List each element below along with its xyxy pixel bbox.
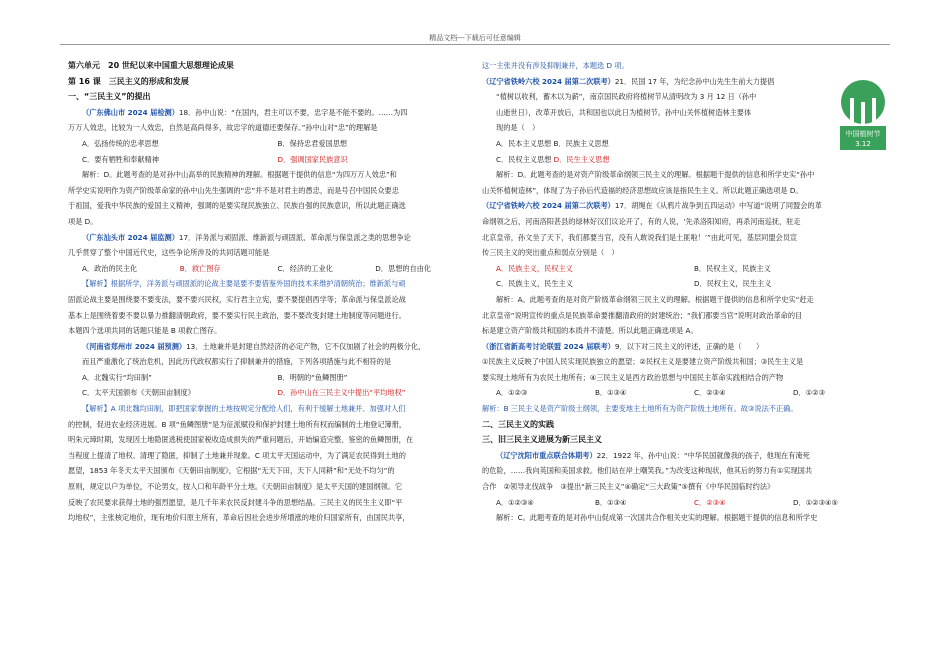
analysis-text: 反映了农民要求获得土地的强烈愿望，是几千年来农民反封建斗争的思想结晶。三民主义的民生主义即“平 (68, 497, 403, 507)
options-row (68, 261, 473, 277)
question-21: （辽宁省铁岭六校 2024 届第二次联考）21．民国 17 年，为纪念孙中山先生生前大力提倡 (482, 76, 775, 86)
analysis-text: 解析：D。此题考查的是对孙中山高举的民族精神的理解。根据题干提供的信息“为四万万人效忠”和 (82, 170, 397, 180)
question-text: 万万人效忠，比较为一人效忠，自然是高尚得多，故忠字的道德还要保存。”孙中山对“忠”的理解是 (68, 123, 378, 133)
options-row (68, 152, 473, 168)
option-a: A．政治的民主化 (82, 263, 138, 273)
option-a: A．①②③④ (496, 497, 534, 507)
analysis-continuation: 这一主张并没有涉及抑制兼并，本题选 D 项。 (482, 61, 629, 70)
question-13: （河南省郑州市 2024 届预测）13．土地兼并是封建自然经济的必定产物，它不仅加剧了社会的两极分化， (82, 341, 426, 351)
page-header: 精品文档---下载后可任意编辑 (429, 34, 521, 42)
analysis-text: 山关怀植树造林”，体现了为子孙后代造福的经济思想故应该是指民生主义。所以此题正确选项是 D。 (482, 185, 803, 195)
analysis-text: 所学史实说明作为资产阶级革命家的孙中山先生强调的“忠”并不是对君主的愚忠，而是号召中国民众要忠 (68, 185, 399, 195)
question-text: ①民族主义反映了中国人民实现民族独立的愿望；②民权主义是要建立资产阶级共和国；③民生主义是 (482, 357, 804, 367)
logo-title: 中国植树节 (845, 130, 881, 138)
question-source: （河南省郑州市 2024 届预测） (82, 341, 187, 351)
analysis-text: 解析：C。此题考查的是对孙中山促成第一次国共合作相关史实的理解。根据题干提供的信息和所学史 (496, 513, 818, 523)
option-cd: C．民权主义思想 D．民生主义思想 (496, 154, 610, 164)
option-d: D．强调国家民族意识 (277, 154, 348, 164)
analysis-text: 原则，规定以户为单位，不论男女，按人口和年龄平分土地。《天朝田亩制度》是太平天国的建国纲领。它 (68, 482, 403, 492)
analysis-text: 固派论战主要是围绕要不要变法，要不要兴民权，实行君主立宪，要不要提倡西学等；革命派与保皇派论战 (68, 294, 406, 304)
question-source: （广东汕头市 2024 届监测） (82, 232, 179, 242)
options-row (482, 276, 892, 292)
options-row (482, 495, 892, 511)
options-row (482, 385, 892, 401)
question-17b: （辽宁省铁岭六校 2024 届第二次联考）17．胡绳在《从鸦片战争到五四运动》中写道“说明了同盟会的革 (482, 201, 822, 211)
unit-title: 第六单元 20 世纪以来中国重大思想理论成果 (68, 61, 234, 70)
question-text: 几乎贯穿了整个中国近代史，这些争论所涉及的共同话题可能是 (68, 248, 270, 258)
option-a: A．弘扬传统的忠孝思想 (82, 138, 159, 148)
question-source: （广东佛山市 2024 届检测） (82, 107, 179, 117)
header-rule (60, 44, 890, 45)
option-a: A．①②③ (496, 388, 528, 398)
analysis-text: 本题四个选项共同的话题只能是 B 项救亡图存。 (68, 326, 222, 336)
options-row (482, 261, 892, 277)
question-text: “植树以收利，蓄木以为薪”，南京国民政府将植树节从清明改为 3 月 12 日（孙中 (496, 92, 757, 102)
section-heading-2: 二、三民主义的实践 (482, 419, 554, 429)
option-c: C．经济的工业化 (277, 263, 333, 273)
section-heading-3: 三、旧三民主义进展为新三民主义 (482, 435, 602, 445)
question-source: （辽宁省铁岭六校 2024 届第二次联考） (482, 201, 615, 211)
analysis-text: 均地权”，主张核定地价，现有地价归原主所有，革命后因社会进步所增涨的地价归国家所有，由国民共享， (68, 513, 410, 523)
analysis-text: 解析：A。此题考查的是对资产阶级革命纲领三民主义的理解。根据题干提供的信息和所学史实“赶走 (496, 294, 814, 304)
question-text: 要实现土地所有为农民土地所有；④三民主义是西方政治思想与中国民主革命实践相结合的产物 (482, 372, 784, 382)
tree-branch-icon (872, 98, 876, 122)
question-text: 现的是（ ） (496, 123, 540, 133)
question-source: （辽宁沈阳市重点联合体期考） (496, 450, 597, 460)
analysis-text: 当程度上提清了地权、清理了隐匿，抑制了土地兼并现象。C 项太平天国运动中，为了满足农民得到土地的 (68, 450, 406, 460)
analysis-text: 于祖国，爱我中华民族的爱国主义精神，强调的是要实现民族独立、民族自强的民族意识，所以此题正确选 (68, 201, 406, 211)
option-c: C．②③④ (694, 388, 726, 398)
question-source: （浙江省新高考讨论联盟 2024 届联考） (482, 341, 615, 351)
option-d: D．①②③④⑤ (793, 497, 838, 507)
option-d: D．民权主义，民生主义 (694, 279, 772, 289)
question-22: （辽宁沈阳市重点联合体期考）22．1922 年，孙中山说：“中华民国就像我的孩子，他现在有淹死 (496, 450, 810, 460)
analysis-text: 明朱元璋时期，发现因土地隐匿逃税使国家税收造成损失的严重问题后，开始编造完整、鉴密的鱼鳞图册，在 (68, 435, 414, 445)
question-text: 传三民主义的突出重点和弱点分别是（ ） (482, 248, 619, 258)
option-b: B．明朝的“鱼鳞图册” (277, 372, 348, 382)
options-row (68, 385, 473, 401)
analysis-text: 愿望，1853 年冬天太平天国颁布《天朝田亩制度》，它根据“无天下田，天下人同耕”和“无处不均匀”的 (68, 466, 395, 476)
option-b: B．①③④ (595, 497, 627, 507)
question-text: 合作 ②领导北伐战争 ③提出“新三民主义”④确定“三大政策”⑤撰有《中华民国临时约法》 (482, 482, 775, 492)
option-d: D．①②③ (793, 388, 826, 398)
analysis-text: 的控制，促进农业经济进展。B 项“鱼鳞图册”是为征派赋役和保护封建土地所有权而编制的土地登记簿册， (68, 419, 407, 429)
question-18: （广东佛山市 2024 届检测）18．孙中山说：“在国内，君主可以不要，忠字是不能不要的。……为四 (82, 107, 408, 117)
lesson-title: 第 16 课 三民主义的形成和发展 (68, 76, 189, 86)
question-9: （浙江省新高考讨论联盟 2024 届联考）9．以下对三民主义的评述，正确的是（ ） (482, 341, 764, 351)
option-d: D．思想的自由化 (375, 263, 432, 273)
analysis-text: 解析：B 三民主义是资产阶级土纲领，主要变地主土地所有为资产阶级土地所有。故③说法不正确。 (482, 404, 798, 414)
analysis-text: 北京皇帝”说明宣传的重点是民族革命要推翻清政府的封建统治；“我们都要当官”说明对政治革命的目 (482, 310, 803, 320)
analysis-text: 标是建立资产阶级共和国的本质并不清楚。所以此题正确选项是 A。 (482, 326, 698, 336)
analysis-text: 基本上是围绕着要不要以暴力推翻清朝政府，要不要实行民主政治，要不要改变封建土地制度等问题进行。 (68, 310, 406, 320)
option-c: C．要有牺牲和奉献精神 (82, 154, 159, 164)
logo-date: 3.12 (855, 140, 871, 148)
option-b: B．民权主义，民族主义 (694, 263, 771, 273)
option-b: B．保持忠君爱国思想 (277, 138, 348, 148)
option-ab: A．民本主义思想 B．民族主义思想 (496, 138, 609, 148)
question-text: 命纲领之后，河南洛阳甚县的绿林好汉们议论开了，有的人说，‘先杀洛阳知府，再杀河南巡抚，驻走 (482, 216, 801, 226)
question-17: （广东汕头市 2024 届监测）17．洋务派与顽固派、维新派与顽固派、革命派与保皇派之类的思想争论 (82, 232, 411, 242)
arbor-day-logo (836, 76, 890, 154)
question-text: 而且严重激化了统治危机，因此历代政权都实行了抑制兼并的措施，下列各项措施与此不相符的是 (82, 357, 392, 367)
options-row (68, 370, 473, 386)
question-text: 的危险，……我向英国和美国求救。他们站在岸上嘲笑我。”为改变这种现状，他其后的努力有①实现国共 (482, 466, 813, 476)
option-c: C．太平天国颁布《天朝田亩制度》 (82, 388, 195, 398)
tree-branch-icon (850, 98, 854, 122)
option-a: A．北魏实行“均田制” (82, 372, 152, 382)
options-row (68, 136, 473, 152)
analysis-text: 项是 D。 (68, 216, 98, 226)
left-column (68, 58, 473, 526)
analysis-text: 【解析】A 项北魏均田制，即把国家掌握的土地按规定分配给人们，有利于缓解土地兼并、加强对人们 (82, 404, 406, 414)
question-source: （辽宁省铁岭六校 2024 届第二次联考） (482, 76, 615, 86)
option-a: A．民族主义，民权主义 (496, 263, 573, 273)
question-text: 北京皇帝，孙文坐了天下，我们都要当官，没有人敢说我们是土匪啦！’”由此可见，基层同盟会员宣 (482, 232, 798, 242)
option-d: D．孙中山在三民主义中提出“平均地权” (277, 388, 406, 398)
option-b: B．救亡图存 (179, 263, 221, 273)
right-column (482, 58, 892, 526)
option-c: C．民族主义，民生主义 (496, 279, 573, 289)
analysis-text: 【解析】根据所学，洋务派与顽固派的论战主要是要不要借鉴外国的技术来维护清朝统治；维新派与顽 (82, 279, 406, 289)
analysis-text: 解析：D。此题考查的是对资产阶级革命纲领三民主义的理解。根据题干提供的信息和所学史实“孙中 (496, 170, 815, 180)
question-text: 山逝世日），改革开放后，共和国也以此日为植树节。孙中山关怀植树造林主要体 (496, 107, 752, 117)
option-c: C．②③④ (694, 497, 726, 507)
section-heading-1: 一、“三民主义”的提出 (68, 92, 151, 102)
option-b: B．①③④ (595, 388, 627, 398)
